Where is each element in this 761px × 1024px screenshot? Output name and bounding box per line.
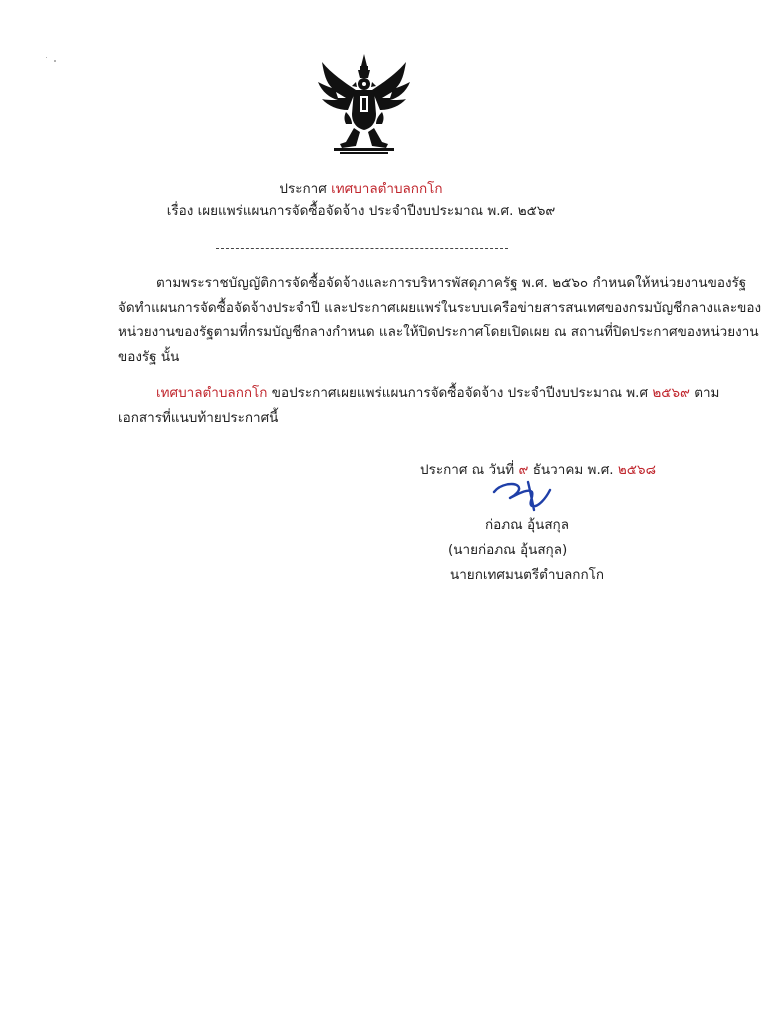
- signer-name: ก่อภณ อุ้นสกุล: [484, 517, 570, 533]
- subject-line: เรื่อง เผยแพร่แผนการจัดซื้อจัดจ้าง ประจำปีงบประมาณ พ.ศ. ๒๕๖๙: [166, 203, 556, 219]
- paragraph-2-organization: เทศบาลตำบลกกโก: [156, 385, 268, 401]
- paragraph-1-line-4: ของรัฐ นั้น: [118, 348, 180, 365]
- signer-full-block: [448, 538, 718, 562]
- paragraph-1-line-3: หน่วยงานของรัฐตามที่กรมบัญชีกลางกำหนด และให้ปิดประกาศโดยเปิดเผย ณ สถานที่ปิดประกาศของหน่วยงาน: [118, 324, 759, 340]
- date-day: ๙: [518, 462, 529, 478]
- announcement-header: [0, 178, 722, 222]
- announcement-title-line: [0, 178, 722, 200]
- paragraph-2-line-2: เอกสารที่แนบท้ายประกาศนี้: [118, 409, 279, 426]
- handwritten-signature: [488, 478, 560, 514]
- paragraph-1-line-2: จัดทำแผนการจัดซื้อจัดจ้างประจำปี และประกาศเผยแพร่ในระบบเครือข่ายสารสนเทศของกรมบัญชีกลางและของ: [118, 299, 761, 316]
- divider-line: [216, 248, 508, 249]
- date-prefix: ประกาศ ณ วันที่: [420, 462, 519, 478]
- announce-prefix: ประกาศ: [279, 181, 327, 197]
- paragraph-2-year: ๒๕๖๙: [652, 385, 690, 401]
- paragraph-2-text: ขอประกาศเผยแพร่แผนการจัดซื้อจัดจ้าง ประจำปีงบประมาณ พ.ศ: [267, 385, 653, 401]
- paragraph-1: [118, 271, 761, 369]
- signer-full-name: (นายก่อภณ อุ้นสกุล): [448, 542, 568, 558]
- signer-position: นายกเทศมนตรีตำบลกกโก: [450, 567, 605, 583]
- garuda-emblem-icon: [316, 52, 412, 156]
- paragraph-2-line-1: [118, 381, 720, 406]
- paragraph-1-line-1: ตามพระราชบัญญัติการจัดซื้อจัดจ้างและการบริหารพัสดุภาครัฐ พ.ศ. ๒๕๖๐ กำหนดให้หน่วยงานของรัฐ: [156, 275, 747, 291]
- paper-speck: [46, 57, 47, 58]
- date-month: ธันวาคม พ.ศ.: [528, 462, 618, 478]
- paragraph-2-tail: ตาม: [689, 385, 720, 401]
- date-year: ๒๕๖๘: [617, 462, 656, 478]
- paragraph-2: [118, 381, 720, 430]
- organization-name: เทศบาลตำบลกกโก: [331, 181, 443, 197]
- signer-position-block: [450, 563, 720, 587]
- paper-speck: [54, 60, 56, 62]
- signer-block: [452, 513, 722, 537]
